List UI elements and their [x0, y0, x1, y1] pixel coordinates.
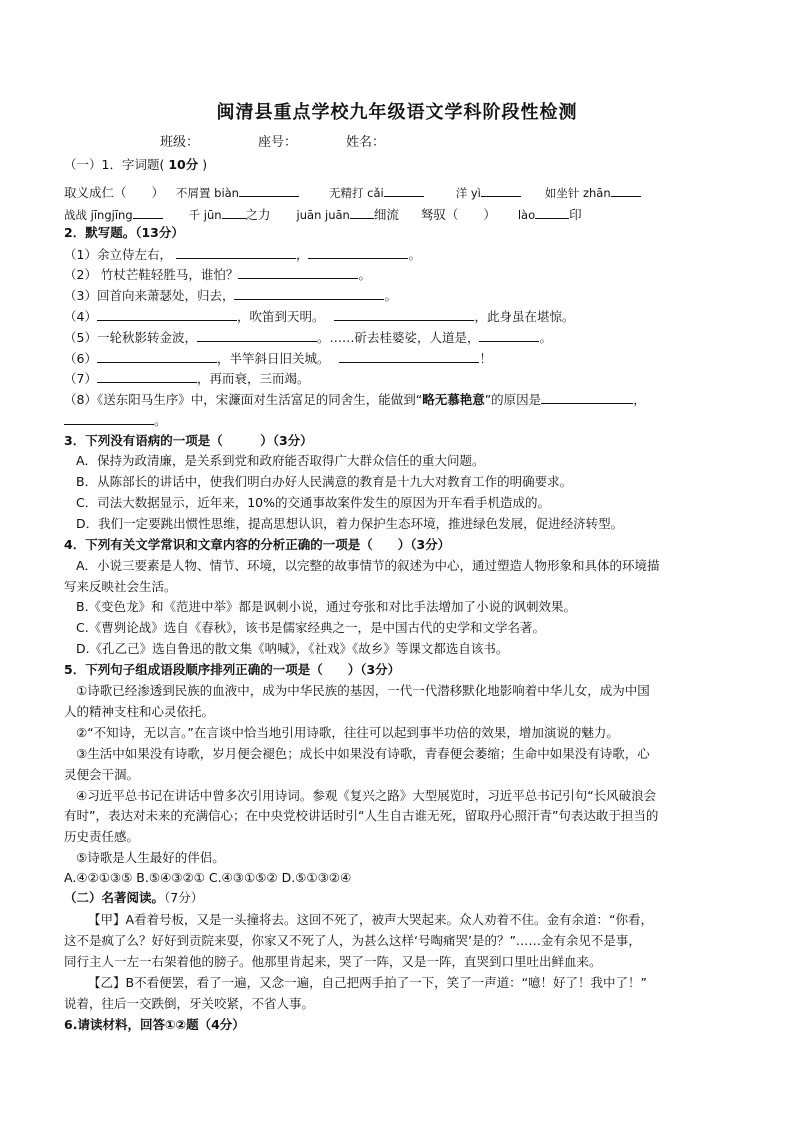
q2-line-4-end: ，此身虽在堪惊。 [474, 309, 575, 324]
answer-blank[interactable] [350, 204, 374, 219]
q1-item-7-tail: 之力 [245, 207, 271, 222]
page-title: 闽清县重点学校九年级语文学科阶段性检测 [216, 102, 578, 123]
answer-blank[interactable] [64, 410, 154, 425]
section2-heading [64, 888, 732, 908]
passage-yi-1: 【乙】B不看便罢，看了一遍，又念一遍，自己把两手拍了一下，笑了一声道：“噫！好了！我中了！” [88, 975, 648, 990]
passage-yi-2: 说着，往后一交跌倒，牙关咬紧，不省人事。 [64, 996, 315, 1011]
answer-blank[interactable] [239, 182, 299, 197]
name-label: 姓名： [346, 135, 386, 150]
passage-jia-2: 这不是疯了么？好好到贡院来耍，你家又不死了人，为甚么这样‘号啕痛哭’是的？”……金有余见不是事， [64, 933, 641, 948]
passage-jia-1: 【甲】A看着号板，又是一头撞将去。这回不死了，被声大哭起来。众人劝着不住。金有余道：“你看， [88, 912, 654, 927]
answer-blank[interactable] [176, 244, 296, 259]
q3-option-d[interactable]: D．我们一定要跳出惯性思维，提高思想认识，着力保护生态环境，推进绿色发展，促进经济转型。 [76, 516, 624, 531]
q2-line-4-text: ，吹笛到天明。 [236, 309, 325, 324]
q4-option-a[interactable]: A．小说三要素是人物、情节、环境，以完整的故事情节的叙述为中心，通过塑造人物形象和具体的环境描 [76, 558, 660, 573]
q1-item-3: 无精打 cǎi [328, 186, 384, 200]
section1-close: ) [202, 157, 208, 172]
answer-blank[interactable] [222, 204, 246, 219]
q2-line-5-end: 。 [539, 330, 552, 345]
seat-label: 座号： [258, 135, 298, 150]
q1-row1 [64, 182, 732, 203]
q2-line-6-end: ！ [479, 351, 492, 366]
section1-score: 10分 [168, 157, 199, 172]
answer-blank[interactable] [97, 306, 237, 321]
q2-line-4 [64, 306, 732, 327]
answer-blank[interactable] [611, 182, 641, 197]
q2-line-2-end: 。 [358, 267, 371, 282]
answer-blank[interactable] [97, 368, 197, 383]
q5-sentence-4-cont2: 历史责任感。 [64, 829, 140, 844]
q3-option-c[interactable]: C．司法大数据显示，近年来，10%的交通事故案件发生的原因为开车看手机造成的。 [76, 495, 551, 510]
q1-row2 [64, 204, 732, 225]
section1-heading [64, 155, 732, 175]
q6-heading: 6.请读材料，回答①②题（4分） [64, 1017, 245, 1032]
q2-line-8-cont [64, 410, 732, 431]
q1-item-8: juān juān [296, 208, 350, 222]
q2-line-1 [64, 244, 732, 265]
q2-line-6-text: ，半竿斜日旧关城。 [216, 351, 330, 366]
q2-line-5 [64, 327, 732, 348]
q2-line-4-num: （4） [64, 309, 97, 324]
answer-blank[interactable] [541, 389, 633, 404]
q2-line-5-mid: 。……斫去桂婆娑，人道是， [316, 330, 480, 345]
q1-item-2: 不屑置 biàn [175, 186, 239, 200]
q2-line-7-num: （7） [64, 371, 97, 386]
q4-option-a-cont: 写来反映社会生活。 [64, 579, 177, 594]
q2-line-2 [64, 264, 732, 285]
q1-item-10: lào [517, 208, 536, 222]
q1-item-7: 千 jūn [188, 208, 222, 222]
q2-line-6-num: （6） [64, 351, 97, 366]
q2-line-3-text: （3）回首向来萧瑟处，归去， [64, 288, 235, 303]
answer-blank[interactable] [308, 244, 408, 259]
q2-line-7 [64, 368, 732, 389]
q5-sentence-5: ⑤诗歌是人生最好的伴侣。 [76, 850, 225, 865]
class-label: 班级： [160, 135, 200, 150]
q4-option-c[interactable]: C.《曹刿论战》选自《春秋》，该书是儒家经典之一，是中国古代的史学和文学名著。 [76, 620, 545, 635]
answer-blank[interactable] [339, 348, 479, 363]
q2-line-7-text: ，再而衰，三而竭。 [196, 371, 310, 386]
q4-option-b[interactable]: B.《变色龙》和《范进中举》都是讽刺小说，通过夸张和对比手法增加了小说的讽刺效果。 [76, 599, 577, 614]
q2-line-3 [64, 285, 732, 306]
q5-heading: 5．下列句子组成语段顺序排列正确的一项是（ ）（3分） [64, 662, 401, 677]
q1-item-8-tail: 细流 [373, 207, 399, 222]
q2-line-2-text: （2） 竹杖芒鞋轻胜马，谁怕？ [64, 267, 239, 282]
q1-item-6: 战战 jīngjīng [64, 208, 133, 222]
q2-line-6 [64, 348, 732, 369]
q5-sentence-4: ④习近平总书记在讲话中曾多次引用诗词。参观《复兴之路》大型展览时，习近平总书记引句“长风破浪会 [76, 788, 657, 803]
q5-sentence-1: ①诗歌已经渗透到民族的血液中，成为中华民族的基因，一代一代潜移默化地影响着中华儿女，成为中国 [76, 683, 650, 698]
section2-score: （7分） [164, 890, 204, 905]
answer-blank[interactable] [238, 264, 358, 279]
q1-item-9: 驽驭（ ） [420, 207, 496, 222]
answer-blank[interactable] [479, 327, 539, 342]
q2-line-8 [64, 389, 732, 410]
q2-line-1-end: 。 [408, 247, 421, 262]
q1-item-4: 洋 yì [455, 186, 481, 200]
answer-blank[interactable] [384, 182, 424, 197]
q5-sentence-4-cont: 有时”，表达对未来的充满信心；在中央党校讲话时引“人生自古谁无死，留取丹心照汗青”句表达敢于担当的 [64, 808, 659, 823]
passage-jia-3: 同行主人一左一右架着他的膀子。他那里肯起来，哭了一阵，又是一阵，直哭到口里吐出鲜血来。 [64, 954, 602, 969]
q5-sentence-2: ②“不知诗，无以言。”在言谈中恰当地引用诗歌，往往可以起到事半功倍的效果，增加演说的魅力。 [76, 725, 619, 740]
q4-option-d[interactable]: D.《孔乙己》选自鲁迅的散文集《呐喊》，《社戏》《故乡》等课文都选自该书。 [76, 641, 509, 656]
answer-blank[interactable] [481, 182, 521, 197]
answer-blank[interactable] [97, 348, 217, 363]
q5-sentence-3-cont: 灵便会干涸。 [64, 767, 140, 782]
q2-line-3-end: 。 [384, 288, 397, 303]
q4-heading: 4．下列有关文学常识和文章内容的分析正确的一项是（ ）（3分） [64, 537, 451, 552]
q1-item-10-tail: 印 [569, 207, 582, 222]
q2-line-8-text: （8）《送东阳马生序》中，宋濂面对生活富足的同舍生，能做到“ [64, 392, 423, 407]
section1-heading-num: （一）1． [64, 157, 122, 172]
q3-option-a[interactable]: A．保持为政清廉，是关系到党和政府能否取得广大群众信任的重大问题。 [76, 453, 485, 468]
answer-blank[interactable] [133, 204, 163, 219]
q5-sentence-1-cont: 人的精神支柱和心灵依托。 [64, 704, 215, 719]
answer-blank[interactable] [535, 204, 569, 219]
q2-line-8-sep: ， [633, 392, 646, 407]
answer-blank[interactable] [334, 306, 474, 321]
answer-blank[interactable] [234, 285, 384, 300]
q2-heading: 2．默写题。（13分） [64, 225, 184, 240]
q2-line-1-sep: ， [295, 247, 309, 262]
q2-line-8-end: 。 [154, 413, 167, 428]
q1-item-5: 如坐针 zhān [544, 186, 611, 200]
section1-heading-text: 字词题( [121, 157, 165, 172]
q3-heading: 3．下列没有语病的一项是（ ）（3分） [64, 433, 313, 448]
q2-line-8-tail: ”的原因是 [484, 392, 542, 407]
q3-option-b[interactable]: B．从陈部长的讲话中，使我们明白办好人民满意的教育是十九大对教育工作的明确要求。 [76, 474, 573, 489]
q2-line-8-quote: 略无慕艳意 [422, 392, 485, 407]
q2-line-1-text: （1）余立侍左右， [64, 247, 172, 262]
section2-heading-text: （二）名著阅读。 [64, 890, 165, 905]
q5-options[interactable]: A.④②①③⑤ B.⑤④③②① C.④③①⑤② D.⑤①③②④ [64, 870, 352, 885]
q2-line-5-text: （5）一轮秋影转金波， [64, 330, 197, 345]
q5-sentence-3: ③生活中如果没有诗歌，岁月便会褪色；成长中如果没有诗歌，青春便会萎缩；生命中如果没有诗歌，心 [76, 746, 650, 761]
q1-item-1: 取义成仁（ ） [64, 185, 165, 200]
answer-blank[interactable] [197, 327, 317, 342]
